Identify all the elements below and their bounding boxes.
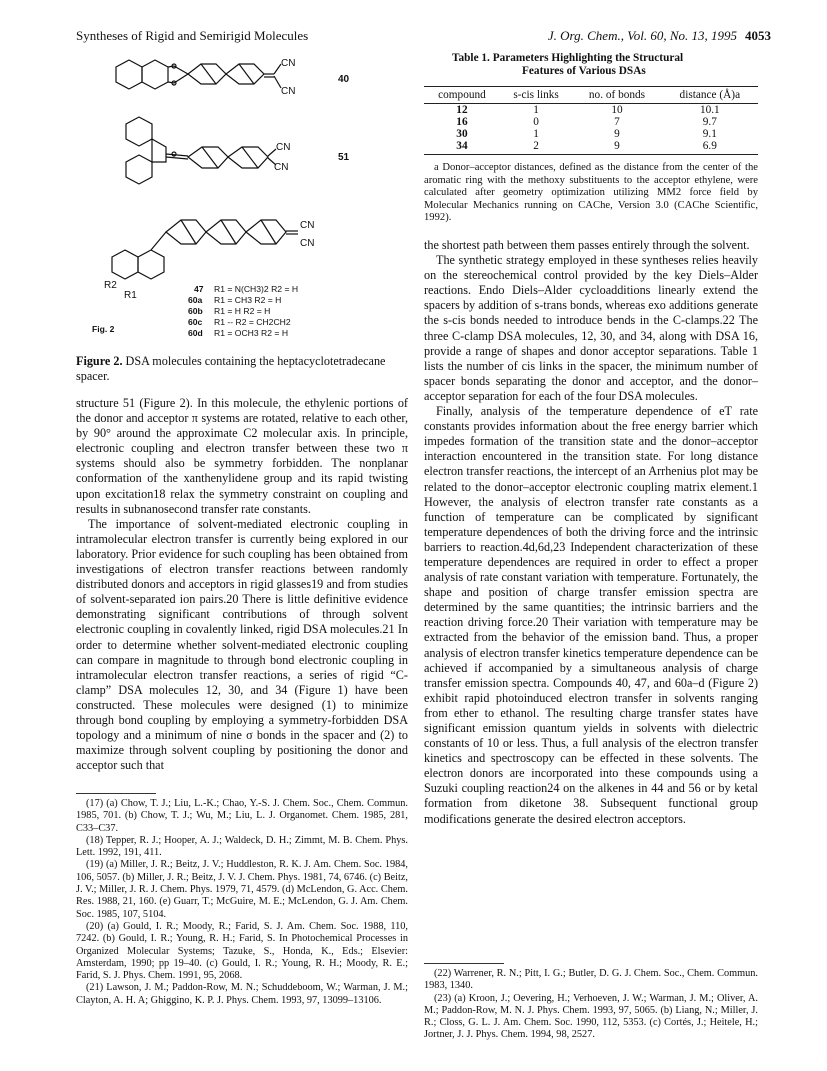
svg-text:R1 = N(CH3)2 R2 = H: R1 = N(CH3)2 R2 = H <box>214 284 299 294</box>
footnote-rule <box>424 963 504 964</box>
svg-text:60d: 60d <box>188 328 203 338</box>
right-column <box>424 238 758 827</box>
svg-text:R1 = OCH3 R2 = H: R1 = OCH3 R2 = H <box>214 328 289 338</box>
col-header: compound <box>424 87 500 104</box>
table-row: 12 1 10 10.1 <box>456 104 720 116</box>
svg-text:60a: 60a <box>188 295 203 305</box>
journal-citation: J. Org. Chem., Vol. 60, No. 13, 1995 4053 <box>547 28 771 43</box>
svg-text:CN: CN <box>281 58 296 69</box>
footnote: (23) (a) Kroon, J.; Oevering, H.; Verhoeven, J. W.; Warman, J. M.; Oliver, A. M.; Paddon-Row, M. N. J. Phys. Chem. 1993, 97, 5065. (b) Liang, N.; Miller, J. R.; Closs, G. L. J. Am. Chem. Soc. 1990, 112, 5353. (c) Cortés, J.; Heitele, H.; Jortner, J. J. Phys. Chem. 1994, 98, 2527. <box>424 992 758 1041</box>
r2-label: R2 <box>104 280 117 291</box>
svg-text:R1 -- R2 = CH2CH2: R1 -- R2 = CH2CH2 <box>214 317 291 327</box>
footnote: (17) (a) Chow, T. J.; Liu, L.-K.; Chao, Y.-S. J. Chem. Soc., Chem. Commun. 1985, 701. (b) Chow, T. J.; Wu, M.; Liu, L. J. Organomet. Chem. 1985, 281, C33–C37. <box>76 798 408 834</box>
svg-text:60b: 60b <box>188 306 203 316</box>
paragraph: The importance of solvent-mediated electronic coupling in intramolecular electron transfer is currently being explored in our laboratory. Prior evidence for such coupling has been obtained from investigations of electron transfer reactions between randomly distributed donors and acceptors in rigid glasses19 and from studies of solvent-separated ion pairs.20 There is little definitive evidence demonstrating significant contributions of through solvent electronic coupling in covalently linked, rigid DSA molecules.21 In order to determine whether solvent-mediated electronic coupling can compare in magnitude to through bond electronic coupling in intramolecular electron transfer reactions, a series of rigid “C-clamp” DSA molecules 12, 30, and 34 (Figure 1) have been constructed. These molecules were designed (1) to minimize through bond coupling by employing a symmetry-forbidden DSA topology and a minimum of nine σ bonds in the spacer and (2) to maximize through solvent coupling by positioning the donor and acceptor such that <box>76 516 408 773</box>
right-footnotes <box>424 968 758 1042</box>
table-row: 30 1 9 9.1 <box>456 128 717 140</box>
col-header: distance (Å)a <box>662 87 758 104</box>
footnote: (20) (a) Gould, I. R.; Moody, R.; Farid, S. J. Am. Chem. Soc. 1988, 110, 7242. (b) Gould, I. R.; Young, R. H.; Farid, S. In Photochemical Processes in Organized Molecular Systems; Tazuke, S., Honda, K., Eds.; Elsevier: Amsterdam, 1990; pp 19–40. (c) Gould, I. R.; Young, R. H.; Moody, R. E.; Farid, S. J. Phys. Chem. 1991, 95, 2068. <box>76 920 408 982</box>
figure-caption: Figure 2. DSA molecules containing the heptacyclotetradecane spacer. <box>76 354 386 383</box>
svg-text:CN: CN <box>276 142 291 153</box>
paragraph: structure 51 (Figure 2). In this molecule, the ethylenic portions of the donor and acceptor π systems are rotated, relative to each other, by 90° around the approximate C2 molecular axis. In principle, electronic coupling and electron transfer between these two π systems should also be symmetry forbidden. The nonplanar conformation of the xanthenylidene group and its rapid twisting upon excitation18 relax the symmetry constraint on coupling and results in subnanosecond transfer rate constants. <box>76 396 408 516</box>
label-51: 51 <box>338 152 350 163</box>
svg-text:CN: CN <box>274 162 289 173</box>
footnote: (19) (a) Miller, J. R.; Beitz, J. V.; Huddleston, R. K. J. Am. Chem. Soc. 1984, 106, 5057. (b) Miller, J. R.; Beitz, J. V. J. Chem. Phys. 1981, 74, 6746. (c) Beitz, J. V.; Miller, J. R. J. Chem. Phys. 1979, 71, 4579. (d) McLendon, G. Acc. Chem. Res. 1988, 21, 160. (e) Guarr, T.; McGuire, M. E.; McLendon, G. J. Am. Chem. Soc. 1985, 107, 5104. <box>76 859 408 920</box>
svg-text:R1 = H R2 = H: R1 = H R2 = H <box>214 306 271 316</box>
col-header: s-cis links <box>500 87 572 104</box>
svg-text:CN: CN <box>300 220 315 231</box>
footnote: (21) Lawson, J. M.; Paddon-Row, M. N.; Schuddeboom, W.; Warman, J. M.; Clayton, A. H. A; Ghiggino, K. P. J. Phys. Chem. 1993, 97, 13099–13106. <box>76 982 408 1006</box>
svg-text:CN: CN <box>281 86 296 97</box>
table-row: 16 0 7 9.7 <box>456 116 717 128</box>
svg-text:60c: 60c <box>188 317 203 327</box>
r1-label: R1 <box>124 290 137 301</box>
compound-legend <box>92 284 298 338</box>
svg-text:CN: CN <box>300 238 315 249</box>
paragraph: The synthetic strategy employed in these syntheses relies heavily on the stereochemical control provided by the key Diels–Alder reactions. Endo Diels–Alder cycloadditions linearly extend the spacers by addition of s-trans bonds, whereas exo additions generate the s-cis bonds needed to introduce bends in the C-clamps.22 The three C-clamp DSA molecules, 12, 30, and 34, along with DSA 16, provide a range of shapes and donor acceptor separations. Table 1 lists the number of cis links in the spacer, the minimum number of spacer bonds separating the donor and acceptor, and the donor–acceptor separation for each of the four DSA molecules. <box>424 253 758 403</box>
page-number: 4053 <box>745 28 771 43</box>
svg-text:R1 = CH3 R2 = H: R1 = CH3 R2 = H <box>214 295 282 305</box>
col-header: no. of bonds <box>572 87 661 104</box>
table-row: 34 2 9 6.9 <box>424 140 758 155</box>
svg-text:47: 47 <box>194 284 204 294</box>
footnote: (18) Tepper, R. J.; Hooper, A. J.; Waldeck, D. H.; Zimmt, M. B. Chem. Phys. Lett. 1992, 191, 411. <box>76 834 408 859</box>
footnote: (22) Warrener, R. N.; Pitt, I. G.; Butler, D. G. J. Chem. Soc., Chem. Commun. 1983, 1340. <box>424 968 758 992</box>
figure-2-structures <box>76 52 408 352</box>
fig-tag: Fig. 2 <box>92 324 115 334</box>
left-footnotes <box>76 798 408 1007</box>
structure-51 <box>126 117 350 184</box>
table-footnote: a Donor–acceptor distances, defined as the distance from the center of the aromatic ring with the methoxy substituents to the acceptor ethylene, were calculated after geometry optimization utilizing MM2 force field by Molecular Mechanics running on CAChe, Version 3.0 (CAChe Scientific, 1992). <box>424 162 758 224</box>
paragraph: Finally, analysis of the temperature dependence of eT rate constants provides information about the free energy barrier which impedes formation of the transition state and the donor–acceptor interaction encountered in the transition state. For long distance electron transfer reactions, the intercept of an Arrhenius plot may be related to the donor–acceptor electronic coupling matrix element.1 However, the analysis of electron transfer rate constants as a function of temperature can be complicated by significant temperature dependences of both the driving force and the intrinsic barriers to reaction.4d,6d,23 Independent characterization of these temperature dependences are required in order to effect a proper analysis of rate constant variation with temperature. Fortunately, the shape and position of charge transfer emission spectra are determined by the same quantities; the intrinsic barriers and the reaction driving force.20 Their variation with temperature may be extracted from the behavior of the emission band. Thus, a proper analysis of electron transfer kinetics temperature dependence can be achieved if accompanied by a simultaneous analysis of charge transfer emission spectra. Compounds 40, 47, and 60a–d (Figure 2) exhibit rapid photoinduced electron transfer in solvents ranging from ether to ethanol. The resulting charge transfer states have significant emission quantum yields in solvents with dielectric constants of 10 or less. Thus, a full analysis of the electron transfer kinetics and spectroscopy can be effected in these solvents. The electron donors are incorporated into these compounds using a Suzuki coupling reaction24 on the alkenes in 44 and 56 or by ketal formation from diketone 38. Subsequent functional group modifications generate the desired electron acceptors. <box>424 404 758 826</box>
structure-40 <box>116 58 350 97</box>
left-column <box>76 396 408 773</box>
table-title: Table 1. Parameters Highlighting the Structural Features of Various DSAs <box>452 52 684 77</box>
running-title: Syntheses of Rigid and Semirigid Molecules <box>76 28 309 43</box>
paragraph: the shortest path between them passes entirely through the solvent. <box>424 238 750 252</box>
label-40: 40 <box>338 74 350 85</box>
parameters-table <box>424 86 758 155</box>
footnote-rule <box>76 793 156 794</box>
